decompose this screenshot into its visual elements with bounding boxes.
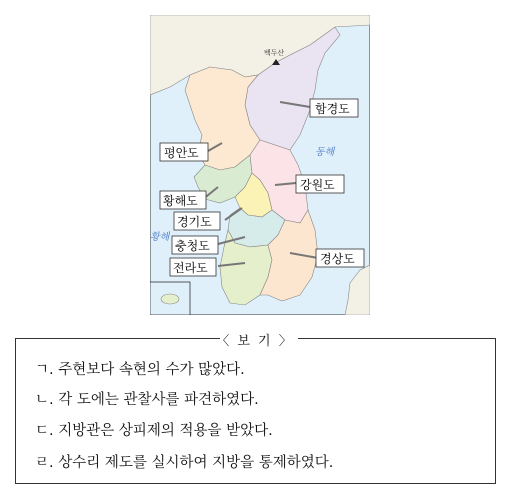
bogi-item-2: ㄴ. 각 도에는 관찰사를 파견하였다. <box>35 392 259 408</box>
label-gangwon <box>296 175 344 193</box>
svg-text:경기도: 경기도 <box>177 215 212 229</box>
svg-text:경상도: 경상도 <box>320 252 355 266</box>
svg-text:평안도: 평안도 <box>164 146 199 160</box>
svg-text:함경도: 함경도 <box>315 102 350 116</box>
bogi-item-3: ㄷ. 지방관은 상피제의 적용을 받았다. <box>35 423 273 439</box>
label-gyeongsang <box>316 249 364 267</box>
west-sea-label: 황해 <box>150 232 170 243</box>
east-sea-label: 동해 <box>315 147 335 158</box>
svg-text:황해도: 황해도 <box>163 194 198 208</box>
label-jeolla <box>170 258 216 276</box>
label-chungcheong <box>172 236 218 254</box>
svg-text:강원도: 강원도 <box>300 178 335 192</box>
joseon-provinces-map <box>150 15 370 315</box>
label-hwanghae <box>160 191 206 209</box>
bogi-title: 〈 보 기 〉 <box>216 334 294 349</box>
svg-text:전라도: 전라도 <box>173 261 208 275</box>
bogi-item-1: ㄱ. 주현보다 속현의 수가 많았다. <box>35 362 245 378</box>
label-gyeonggi <box>174 212 220 230</box>
label-pyeongan <box>160 143 208 161</box>
bogi-item-4: ㄹ. 상수리 제도를 실시하여 지방을 통제하였다. <box>35 455 334 471</box>
svg-text:충청도: 충청도 <box>175 239 210 253</box>
label-hamgyeong <box>310 99 358 117</box>
baekdu-label: 백두산 <box>264 49 285 57</box>
jeju-island <box>161 294 179 304</box>
